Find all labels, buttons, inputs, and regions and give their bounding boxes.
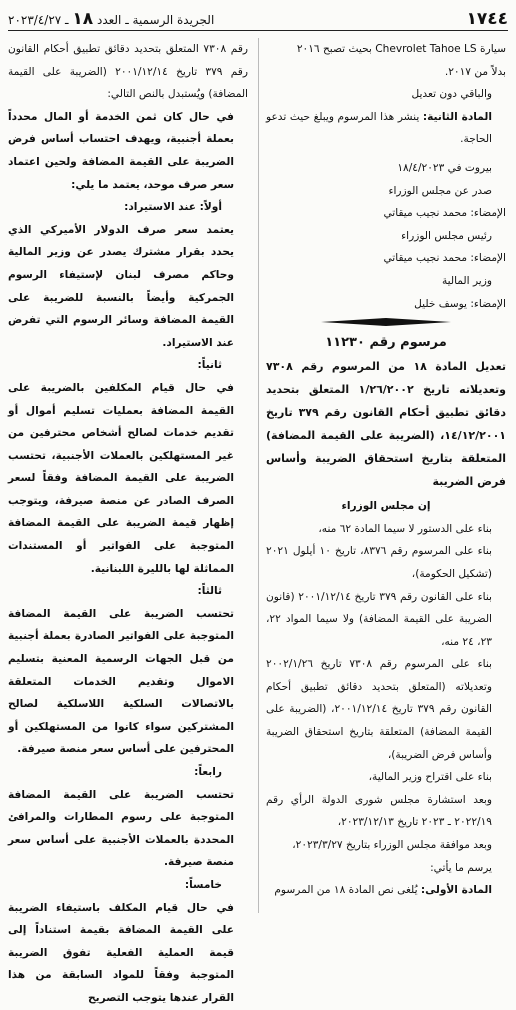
article-one: [266, 879, 506, 902]
section-heading-4: رابعاً:: [194, 766, 222, 778]
left-paragraph-7: في حال قيام المكلف باستيفاء الضريبة على القيمة المضافة بقيمة استناداً إلى قيمة العملية الفعلية تفوق الضريبة المتوجبة وفقاً للمواد السابقة من هذا القرار عندها يتوجب التصريح: [8, 901, 234, 1004]
article-one-text: يُلغى نص المادة ١٨ من المرسوم: [274, 884, 418, 897]
section-heading-3: ثالثاً:: [197, 585, 222, 598]
left-paragraph-5: تحتسب الضريبة على القيمة المضافة المتوجبة على الفواتير الصادرة بعملة أجنبية من قبل الجهات الرسمية المعنية بتسليم الاموال وتقديم الخدمات المتعلقة بالاتصالات السلكية اللاسلكية لصالح المشتركين سواء كانوا من المستهلكين أو المحترفين على أساس سعر منصة صيرفة.: [8, 607, 234, 756]
decrees-line: يرسم ما يأتي:: [430, 861, 492, 874]
left-column: [8, 38, 248, 1004]
section-heading-2: ثانياً:: [197, 359, 222, 372]
running-title: الجريدة الرسمية ـ العدد: [96, 13, 215, 27]
council-heading: إن مجلس الوزراء: [341, 500, 431, 513]
based-on-5: بناء على اقتراح وزير المالية،: [368, 771, 492, 784]
right-column: [266, 38, 506, 915]
section-ornament: [266, 317, 506, 327]
article-two: [266, 106, 506, 151]
column-divider: [258, 38, 259, 913]
based-on-1: بناء على الدستور لا سيما المادة ٦٢ منه،: [318, 522, 492, 535]
based-on-7: وبعد موافقة مجلس الوزراء بتاريخ ٢٠٢٣/٣/٢٧،: [292, 839, 492, 852]
page-number: ١٧٤٤: [466, 9, 508, 29]
pm-title: رئيس مجلس الوزراء: [401, 229, 492, 242]
section-heading-1: أولاً: عند الاستيراد:: [124, 201, 222, 214]
left-paragraph-2: في حال كان ثمن الخدمة أو المال محدداً بعملة أجنبية، ويهدف احتساب أساس فرض الضريبة على القيمة المضافة ولحين اعتماد سعر صرف موحد، يعتمد ما يلي:: [8, 110, 234, 191]
based-on-3: بناء على القانون رقم ٣٧٩ تاريخ ٢٠٠١/١٢/١٤ (قانون الضريبة على القيمة المضافة) ولا سيما المواد ٢٢، ٢٣، ٢٤ منه،: [266, 590, 492, 648]
article-two-text: ينشر هذا المرسوم ويبلغ حيث تدعو الحاجة.: [266, 110, 492, 146]
based-on-6: وبعد استشارة مجلس شورى الدولة الرأي رقم ٢٠٢٢/١٩ ـ ٢٠٢٣ تاريخ ٢٠٢٣/١٢/١٣،: [266, 793, 492, 829]
running-header: [8, 9, 214, 30]
section-heading-5: خامساً:: [184, 878, 222, 891]
intro-line-2: بدلاً من ٢٠١٧.: [444, 65, 506, 78]
article-two-label: المادة الثانية:: [422, 110, 493, 123]
issued-by: صدر عن مجلس الوزراء: [388, 184, 492, 197]
ornament-divider-icon: [321, 317, 451, 327]
intro-line-1: سيارة Chevrolet Tahoe LS بحيث تصبح ٢٠١٦: [296, 43, 506, 55]
issue-date: ـ ٢٠٢٣/٤/٢٧: [8, 13, 69, 27]
left-paragraph-4: في حال قيام المكلفين بالضريبة على القيمة المضافة بعمليات تسليم أموال أو تقديم خدمات لصالح أشخاص محترفين من غير المستهلكين بالعملات الأجنبية، تحتسب الضريبة على القيمة المضافة وفقاً لسعر الصرف الصادر عن منصة صيرفة، ويتوجب إظهار قيمة الضريبة على القيمة المضافة المتوجبة على الفواتير أو المستندات المماثلة لها بالليرة اللبنانية.: [8, 381, 234, 575]
issue-number: ١٨: [72, 9, 94, 29]
page-header: [8, 6, 508, 31]
signature-3: الإمضاء: يوسف خليل: [414, 297, 506, 310]
signature-1: الإمضاء: محمد نجيب ميقاتي: [383, 207, 506, 220]
finance-minister: وزير المالية: [441, 274, 492, 287]
left-paragraph-6: تحتسب الضريبة على القيمة المضافة المتوجبة على رسوم المطارات والمرافئ المحددة بالعملات الأجنبية على أساس سعر منصة صيرفة.: [8, 788, 234, 869]
decree-title: مرسوم رقم ١١٢٣٠: [325, 335, 447, 351]
left-paragraph-1: رقم ٧٣٠٨ المتعلق بتحديد دقائق تطبيق أحكام القانون رقم ٣٧٩ تاريخ ٢٠٠١/١٢/١٤ (الضريبة على القيمة المضافة) ويُستبدل بالنص التالي:: [8, 43, 248, 101]
signature-2: الإمضاء: محمد نجيب ميقاتي: [383, 252, 506, 265]
left-paragraph-3: يعتمد سعر صرف الدولار الأميركي الذي يحدد بقرار مشترك يصدر عن وزير المالية وحاكم مصرف لبنان لإستيفاء الرسوم الجمركية وأيضاً بالنسبة للضريبة على القيمة المضافة وسائر الرسوم التي تفرض عند الاستيراد.: [8, 223, 234, 349]
article-one-label: المادة الأولى:: [420, 884, 492, 897]
rest-unchanged: والباقي دون تعديل: [411, 88, 492, 101]
place-date: بيروت في ١٨/٤/٢٠٢٣: [397, 161, 492, 174]
decree-subtitle: تعديل المادة ١٨ من المرسوم رقم ٧٣٠٨ وتعديلاته تاريخ ١/٢٦/٢٠٠٢ المتعلق بتحديد دقائق تطبيق أحكام القانون رقم ٣٧٩ تاريخ ١٤/١٢/٢٠٠١، (الضريبة على القيمة المضافة) المتعلقة بتاريخ استحقاق الضريبة وأساس فرض الضريبة: [266, 360, 506, 489]
based-on-4: بناء على المرسوم رقم ٧٣٠٨ تاريخ ٢٠٠٢/١/٢٦ وتعديلاته (المتعلق بتحديد دقائق تطبيق أحكام القانون رقم ٣٧٩ تاريخ ٢٠٠١/١٢/١٤، (الضريبة على القيمة المضافة) المتعلقة بتاريخ استحقاق الضريبة وأساس فرض الضريبة)،: [266, 658, 492, 761]
based-on-2: بناء على المرسوم رقم ٨٣٧٦، تاريخ ١٠ أيلول ٢٠٢١ (تشكيل الحكومة)،: [266, 545, 493, 580]
